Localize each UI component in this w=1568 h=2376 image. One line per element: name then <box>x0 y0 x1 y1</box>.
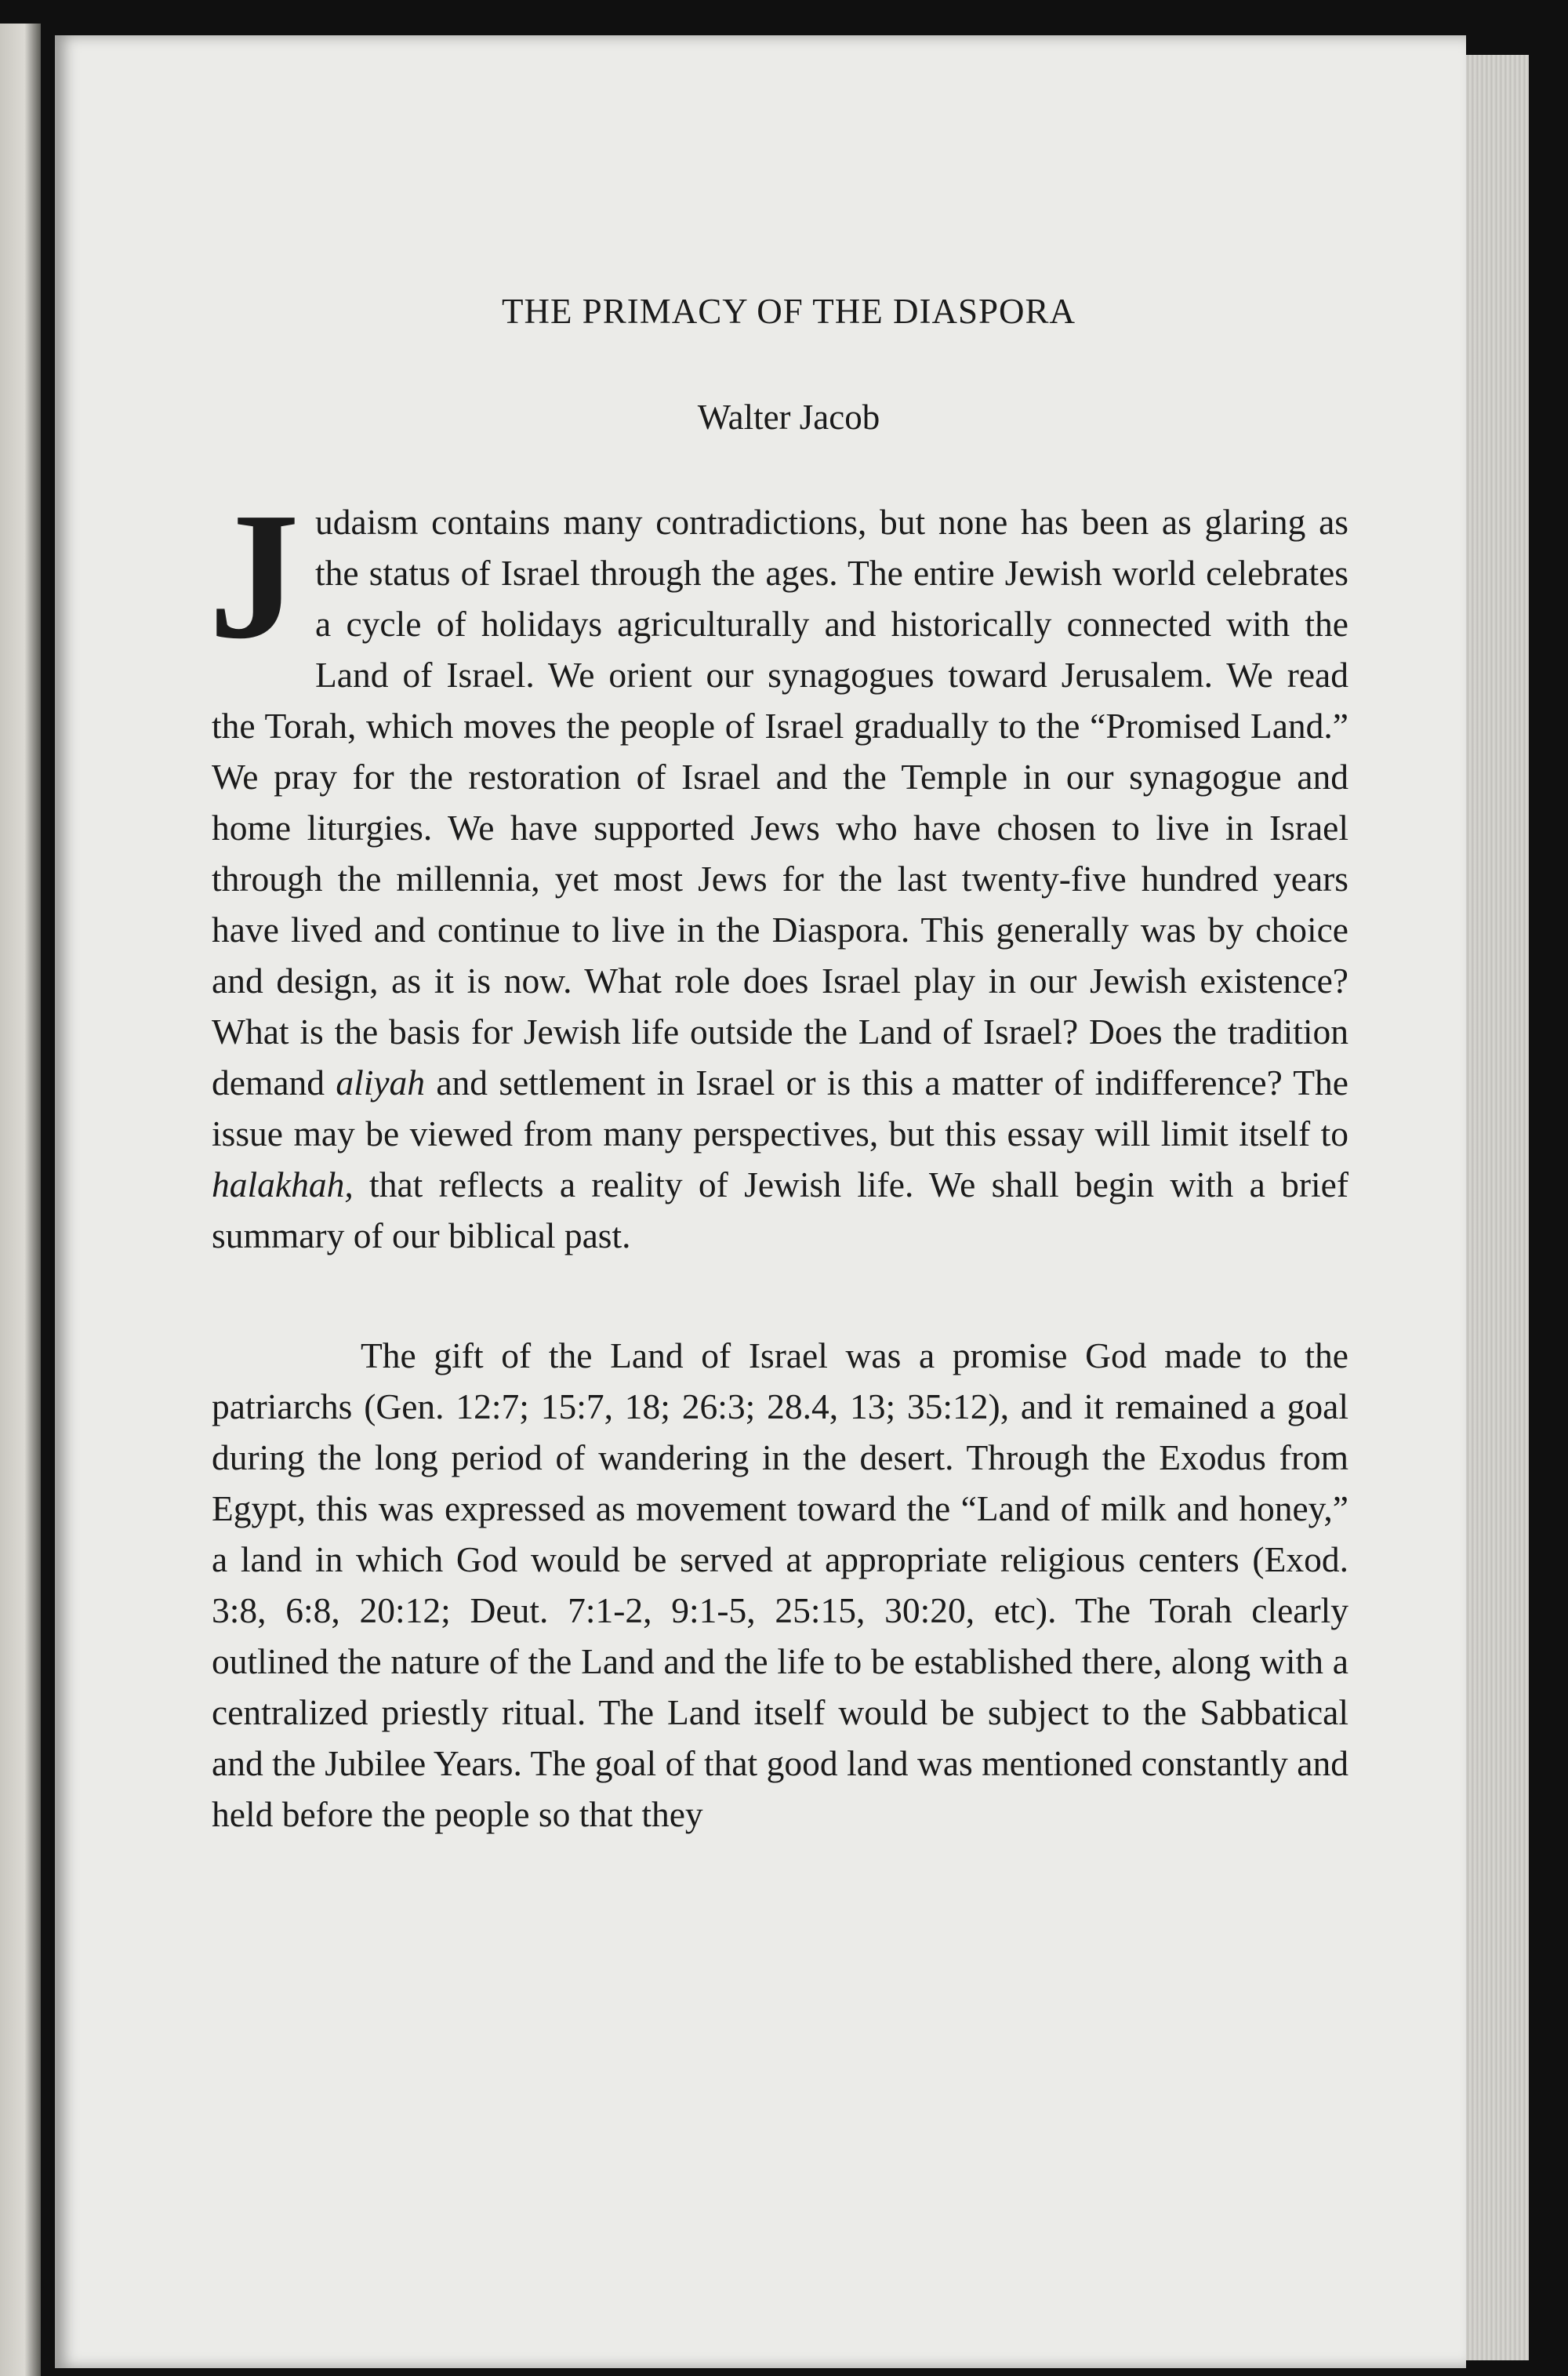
paragraph-1-text-a: udaism contains many contradictions, but none has been as glaring as the status of Israel through the ages. The entire Jewish world celebrates a cycle of holidays agriculturally and historically connected with the Land of Israel. We orient our synagogues toward Jerusalem. We read the Torah, which moves the people of Israel gradually to the “Promised Land.” We pray for the restoration of Israel and the Temple in our synagogue and home liturgies. We have supported Jews who have chosen to live in Israel through the millennia, yet most Jews for the last twenty-five hundred years have lived and continue to live in the Diaspora. This generally was by choice and design, as it is now. What role does Israel play in our Jewish existence? What is the basis for Jewish life outside the Land of Israel? Does the tradition demand <box>212 502 1348 1103</box>
drop-cap: J <box>209 475 299 677</box>
book-page <box>55 35 1466 2368</box>
paragraph-1-text-b: and settlement in Israel or is this a matter of indifference? The issue may be viewed from many perspectives, but this essay will limit itself to <box>212 1063 1348 1153</box>
previous-page-edge <box>0 24 41 2376</box>
term-halakhah: halakhah, <box>212 1164 354 1204</box>
term-aliyah: aliyah <box>336 1063 426 1103</box>
article-body <box>209 475 1348 1840</box>
paragraph-1 <box>209 475 1348 1261</box>
paragraph-1-text-c: that reflects a reality of Jewish life. We shall begin with a brief summary of our biblical past. <box>212 1164 1348 1255</box>
paragraph-2: The gift of the Land of Israel was a promise God made to the patriarchs (Gen. 12:7; 15:7, 18; 26:3; 28.4, 13; 35:12), and it remained a goal during the long period of wandering in the desert. Through the Exodus from Egypt, this was expressed as movement toward the “Land of milk and honey,” a land in which God would be served at appropriate religious centers (Exod. 3:8, 6:8, 20:12; Deut. 7:1-2, 9:1-5, 25:15, 30:20, etc). The Torah clearly outlined the nature of the Land and the life to be established there, along with a centralized priestly ritual. The Land itself would be subject to the Sabbatical and the Jubilee Years. The goal of that good land was mentioned constantly and held before the people so that they <box>212 1335 1348 1834</box>
page-title: THE PRIMACY OF THE DIASPORA <box>501 292 1076 331</box>
author-name: Walter Jacob <box>697 398 880 437</box>
